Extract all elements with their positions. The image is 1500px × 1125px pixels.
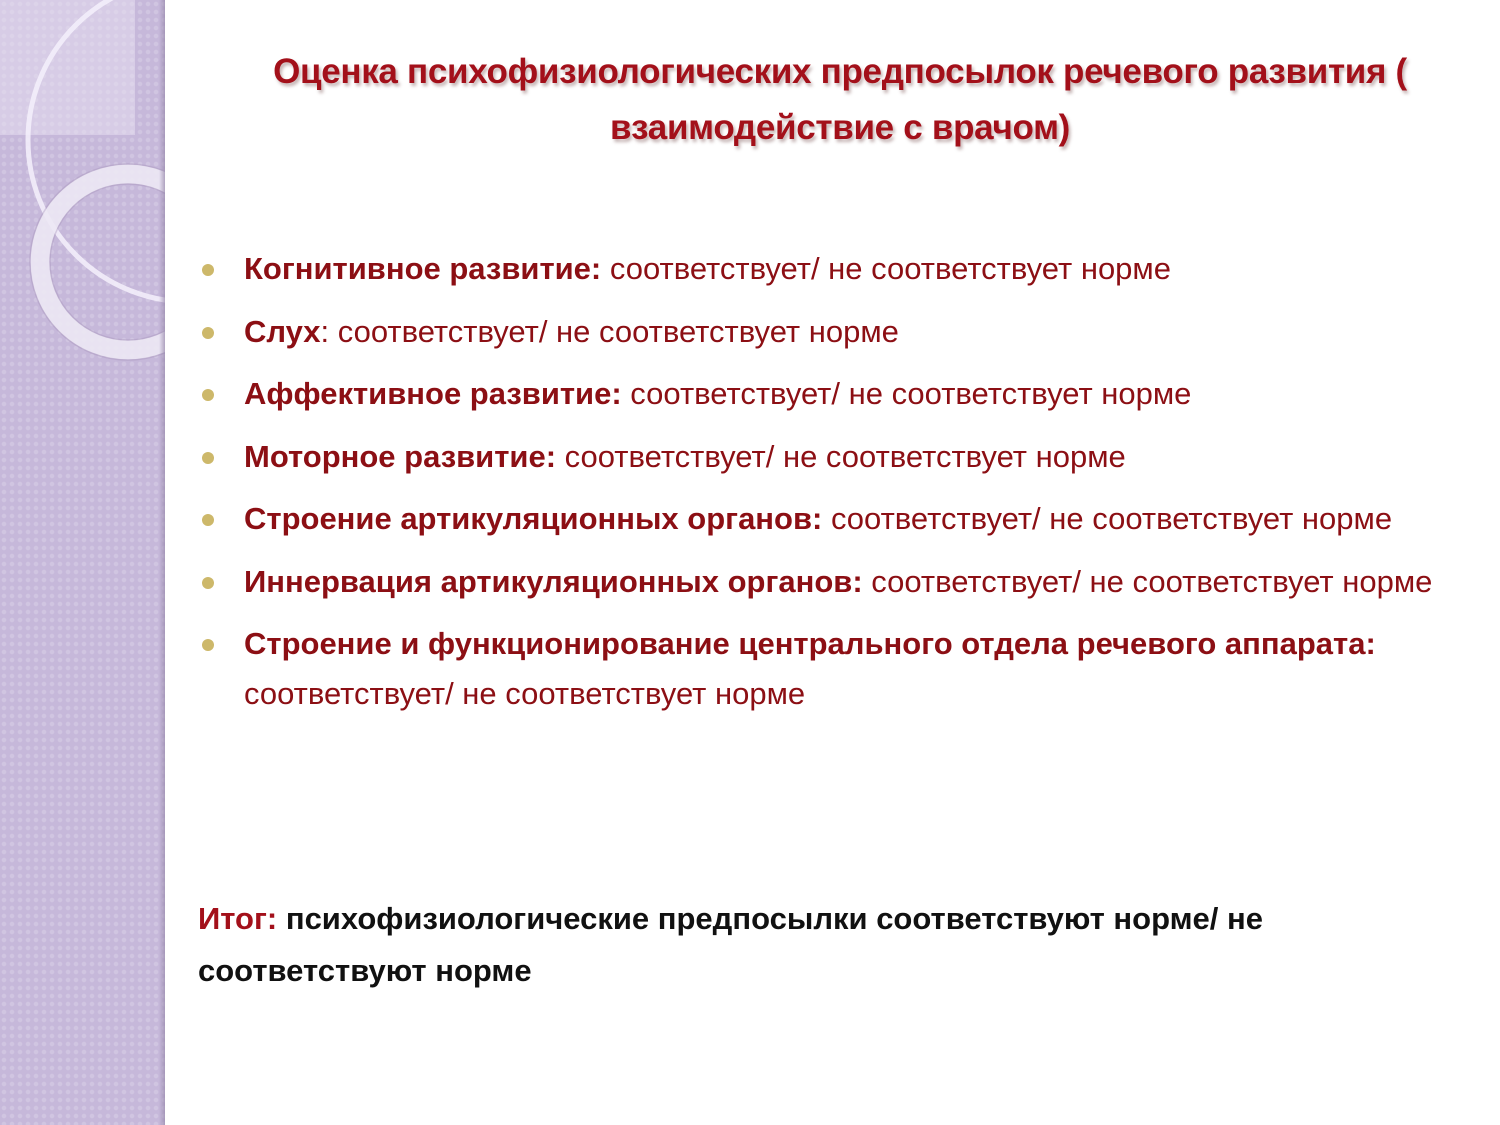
item-value: соответствует/ не соответствует норме bbox=[822, 501, 1393, 536]
item-label: Когнитивное развитие: bbox=[244, 251, 602, 286]
decorative-circles-icon bbox=[0, 0, 165, 1125]
summary-label: Итог: bbox=[198, 901, 278, 936]
summary-text: психофизиологические предпосылки соответствуют норме/ не соответствуют норме bbox=[198, 901, 1263, 988]
list-item-affective bbox=[200, 369, 1440, 419]
item-label: Иннервация артикуляционных органов: bbox=[244, 563, 863, 599]
bullet-dot-icon bbox=[202, 327, 214, 339]
list-item-hearing bbox=[200, 307, 1440, 357]
item-value: : соответствует/ не соответствует норме bbox=[320, 313, 899, 349]
item-value: соответствует/ не соответствует норме bbox=[862, 563, 1433, 599]
item-label: Аффективное развитие: bbox=[244, 376, 622, 411]
bullet-dot-icon bbox=[202, 514, 214, 526]
item-label: Строение и функционирование центрального отдела речевого аппарата: bbox=[244, 626, 1376, 661]
bullet-dot-icon bbox=[202, 577, 214, 589]
bullet-dot-icon bbox=[202, 389, 214, 401]
item-label: Моторное развитие: bbox=[244, 438, 557, 474]
item-value: соответствует/ не соответствует норме bbox=[556, 438, 1126, 474]
item-value: соответствует/ не соответствует норме bbox=[621, 376, 1192, 411]
assessment-list bbox=[200, 244, 1440, 732]
list-item-cognitive bbox=[200, 244, 1440, 294]
item-label: Строение артикуляционных органов: bbox=[244, 501, 823, 536]
list-item-central-speech bbox=[200, 619, 1440, 719]
list-item-articulation-innervation bbox=[200, 557, 1440, 607]
list-item-motor bbox=[200, 432, 1440, 482]
bullet-dot-icon bbox=[202, 264, 214, 276]
item-value: соответствует/ не соответствует норме bbox=[601, 251, 1171, 286]
item-value: соответствует/ не соответствует норме bbox=[244, 676, 806, 711]
decorative-sidebar bbox=[0, 0, 165, 1125]
slide-title: Оценка психофизиологических предпосылок речевого развития ( взаимодействие с врачом) bbox=[273, 52, 1407, 147]
list-item-articulation-structure bbox=[200, 494, 1440, 544]
item-label: Слух bbox=[244, 313, 321, 349]
bullet-dot-icon bbox=[202, 452, 214, 464]
bullet-dot-icon bbox=[202, 639, 214, 651]
summary-conclusion bbox=[198, 893, 1448, 997]
